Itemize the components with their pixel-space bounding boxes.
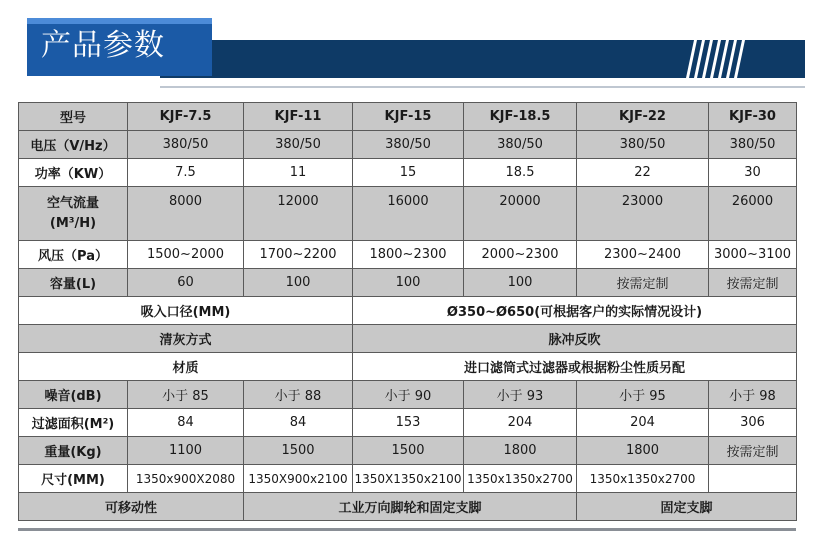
- banner-stripes-decoration: [686, 40, 746, 78]
- value-cell: 204: [577, 409, 709, 437]
- value-cell: 1800: [464, 437, 577, 465]
- table-row-filter-area: [19, 409, 797, 437]
- value-cleaning: 脉冲反吹: [353, 325, 797, 353]
- table-row-weight: [19, 437, 797, 465]
- value-cell: 小于 98: [709, 381, 797, 409]
- value-cell: 7.5: [128, 159, 244, 187]
- table-row-size: [19, 465, 797, 493]
- label-filter-area: 过滤面积(M²): [19, 409, 128, 437]
- label-material: 材质: [19, 353, 353, 381]
- model-cell: KJF-18.5: [464, 103, 577, 131]
- table-row-airflow: [19, 187, 797, 241]
- value-cell: 100: [464, 269, 577, 297]
- value-cell: 小于 93: [464, 381, 577, 409]
- table-row-mobility: [19, 493, 797, 521]
- section-banner: [0, 0, 814, 92]
- table-row-inlet: [19, 297, 797, 325]
- value-cell: 小于 85: [128, 381, 244, 409]
- label-weight: 重量(Kg): [19, 437, 128, 465]
- value-cell: 按需定制: [709, 437, 797, 465]
- value-cell: 12000: [244, 187, 353, 241]
- value-mobility-casters: 工业万向脚轮和固定支脚: [244, 493, 577, 521]
- table-row-cleaning: [19, 325, 797, 353]
- model-cell: KJF-15: [353, 103, 464, 131]
- value-cell: 1500~2000: [128, 241, 244, 269]
- value-cell: 1700~2200: [244, 241, 353, 269]
- value-cell: 60: [128, 269, 244, 297]
- value-cell: 8000: [128, 187, 244, 241]
- value-cell: 380/50: [244, 131, 353, 159]
- value-cell: 1500: [353, 437, 464, 465]
- value-cell: 84: [244, 409, 353, 437]
- value-cell: 1100: [128, 437, 244, 465]
- table-row-noise: [19, 381, 797, 409]
- value-cell: 2300~2400: [577, 241, 709, 269]
- value-cell: 1350x900X2080: [128, 465, 244, 493]
- value-cell: 16000: [353, 187, 464, 241]
- label-airflow-line1: 空气流量: [46, 195, 99, 211]
- value-cell: 小于 95: [577, 381, 709, 409]
- value-cell: 380/50: [464, 131, 577, 159]
- label-inlet: 吸入口径(MM): [19, 297, 353, 325]
- value-inlet: Ø350~Ø650(可根据客户的实际情况设计): [353, 297, 797, 325]
- value-cell: 按需定制: [577, 269, 709, 297]
- label-size: 尺寸(MM): [19, 465, 128, 493]
- table-row-material: [19, 353, 797, 381]
- label-model: 型号: [19, 103, 128, 131]
- label-pressure: 风压（Pa）: [19, 241, 128, 269]
- label-mobility: 可移动性: [19, 493, 244, 521]
- value-cell: 1350x1350x2700: [464, 465, 577, 493]
- value-cell: 26000: [709, 187, 797, 241]
- value-cell: 380/50: [353, 131, 464, 159]
- value-cell: 100: [244, 269, 353, 297]
- spec-table: [18, 102, 797, 521]
- model-cell: KJF-7.5: [128, 103, 244, 131]
- value-cell: 小于 88: [244, 381, 353, 409]
- value-cell: 153: [353, 409, 464, 437]
- value-cell: 按需定制: [709, 269, 797, 297]
- value-cell: 380/50: [709, 131, 797, 159]
- value-cell: 3000~3100: [709, 241, 797, 269]
- value-cell: 380/50: [577, 131, 709, 159]
- value-cell: 2000~2300: [464, 241, 577, 269]
- value-cell: 1350x1350x2700: [577, 465, 709, 493]
- label-noise: 噪音(dB): [19, 381, 128, 409]
- value-cell: 23000: [577, 187, 709, 241]
- table-row-capacity: [19, 269, 797, 297]
- value-cell: 204: [464, 409, 577, 437]
- value-cell: 小于 90: [353, 381, 464, 409]
- value-cell: 306: [709, 409, 797, 437]
- model-cell: KJF-22: [577, 103, 709, 131]
- table-row-model: [19, 103, 797, 131]
- value-cell: 18.5: [464, 159, 577, 187]
- value-cell: 84: [128, 409, 244, 437]
- value-cell: 1500: [244, 437, 353, 465]
- value-cell: 30: [709, 159, 797, 187]
- value-cell: 11: [244, 159, 353, 187]
- banner-underline: [160, 86, 805, 88]
- model-cell: KJF-30: [709, 103, 797, 131]
- value-cell: [709, 465, 797, 493]
- value-cell: 100: [353, 269, 464, 297]
- value-cell: 1800: [577, 437, 709, 465]
- value-material: 进口滤筒式过滤器或根据粉尘性质另配: [353, 353, 797, 381]
- label-cleaning: 清灰方式: [19, 325, 353, 353]
- value-mobility-fixed: 固定支脚: [577, 493, 797, 521]
- footer-divider: [18, 528, 796, 531]
- value-cell: 1800~2300: [353, 241, 464, 269]
- label-voltage: 电压（V/Hz）: [19, 131, 128, 159]
- value-cell: 20000: [464, 187, 577, 241]
- table-row-power: [19, 159, 797, 187]
- model-cell: KJF-11: [244, 103, 353, 131]
- value-cell: 1350X900x2100: [244, 465, 353, 493]
- value-cell: 22: [577, 159, 709, 187]
- table-row-voltage: [19, 131, 797, 159]
- banner-title: 产品参数: [41, 28, 165, 63]
- label-power: 功率（KW）: [19, 159, 128, 187]
- value-cell: 15: [353, 159, 464, 187]
- value-cell: 380/50: [128, 131, 244, 159]
- label-airflow-line2: (M³/H): [49, 215, 97, 231]
- label-capacity: 容量(L): [19, 269, 128, 297]
- label-airflow: [19, 187, 128, 241]
- table-row-pressure: [19, 241, 797, 269]
- value-cell: 1350X1350x2100: [353, 465, 464, 493]
